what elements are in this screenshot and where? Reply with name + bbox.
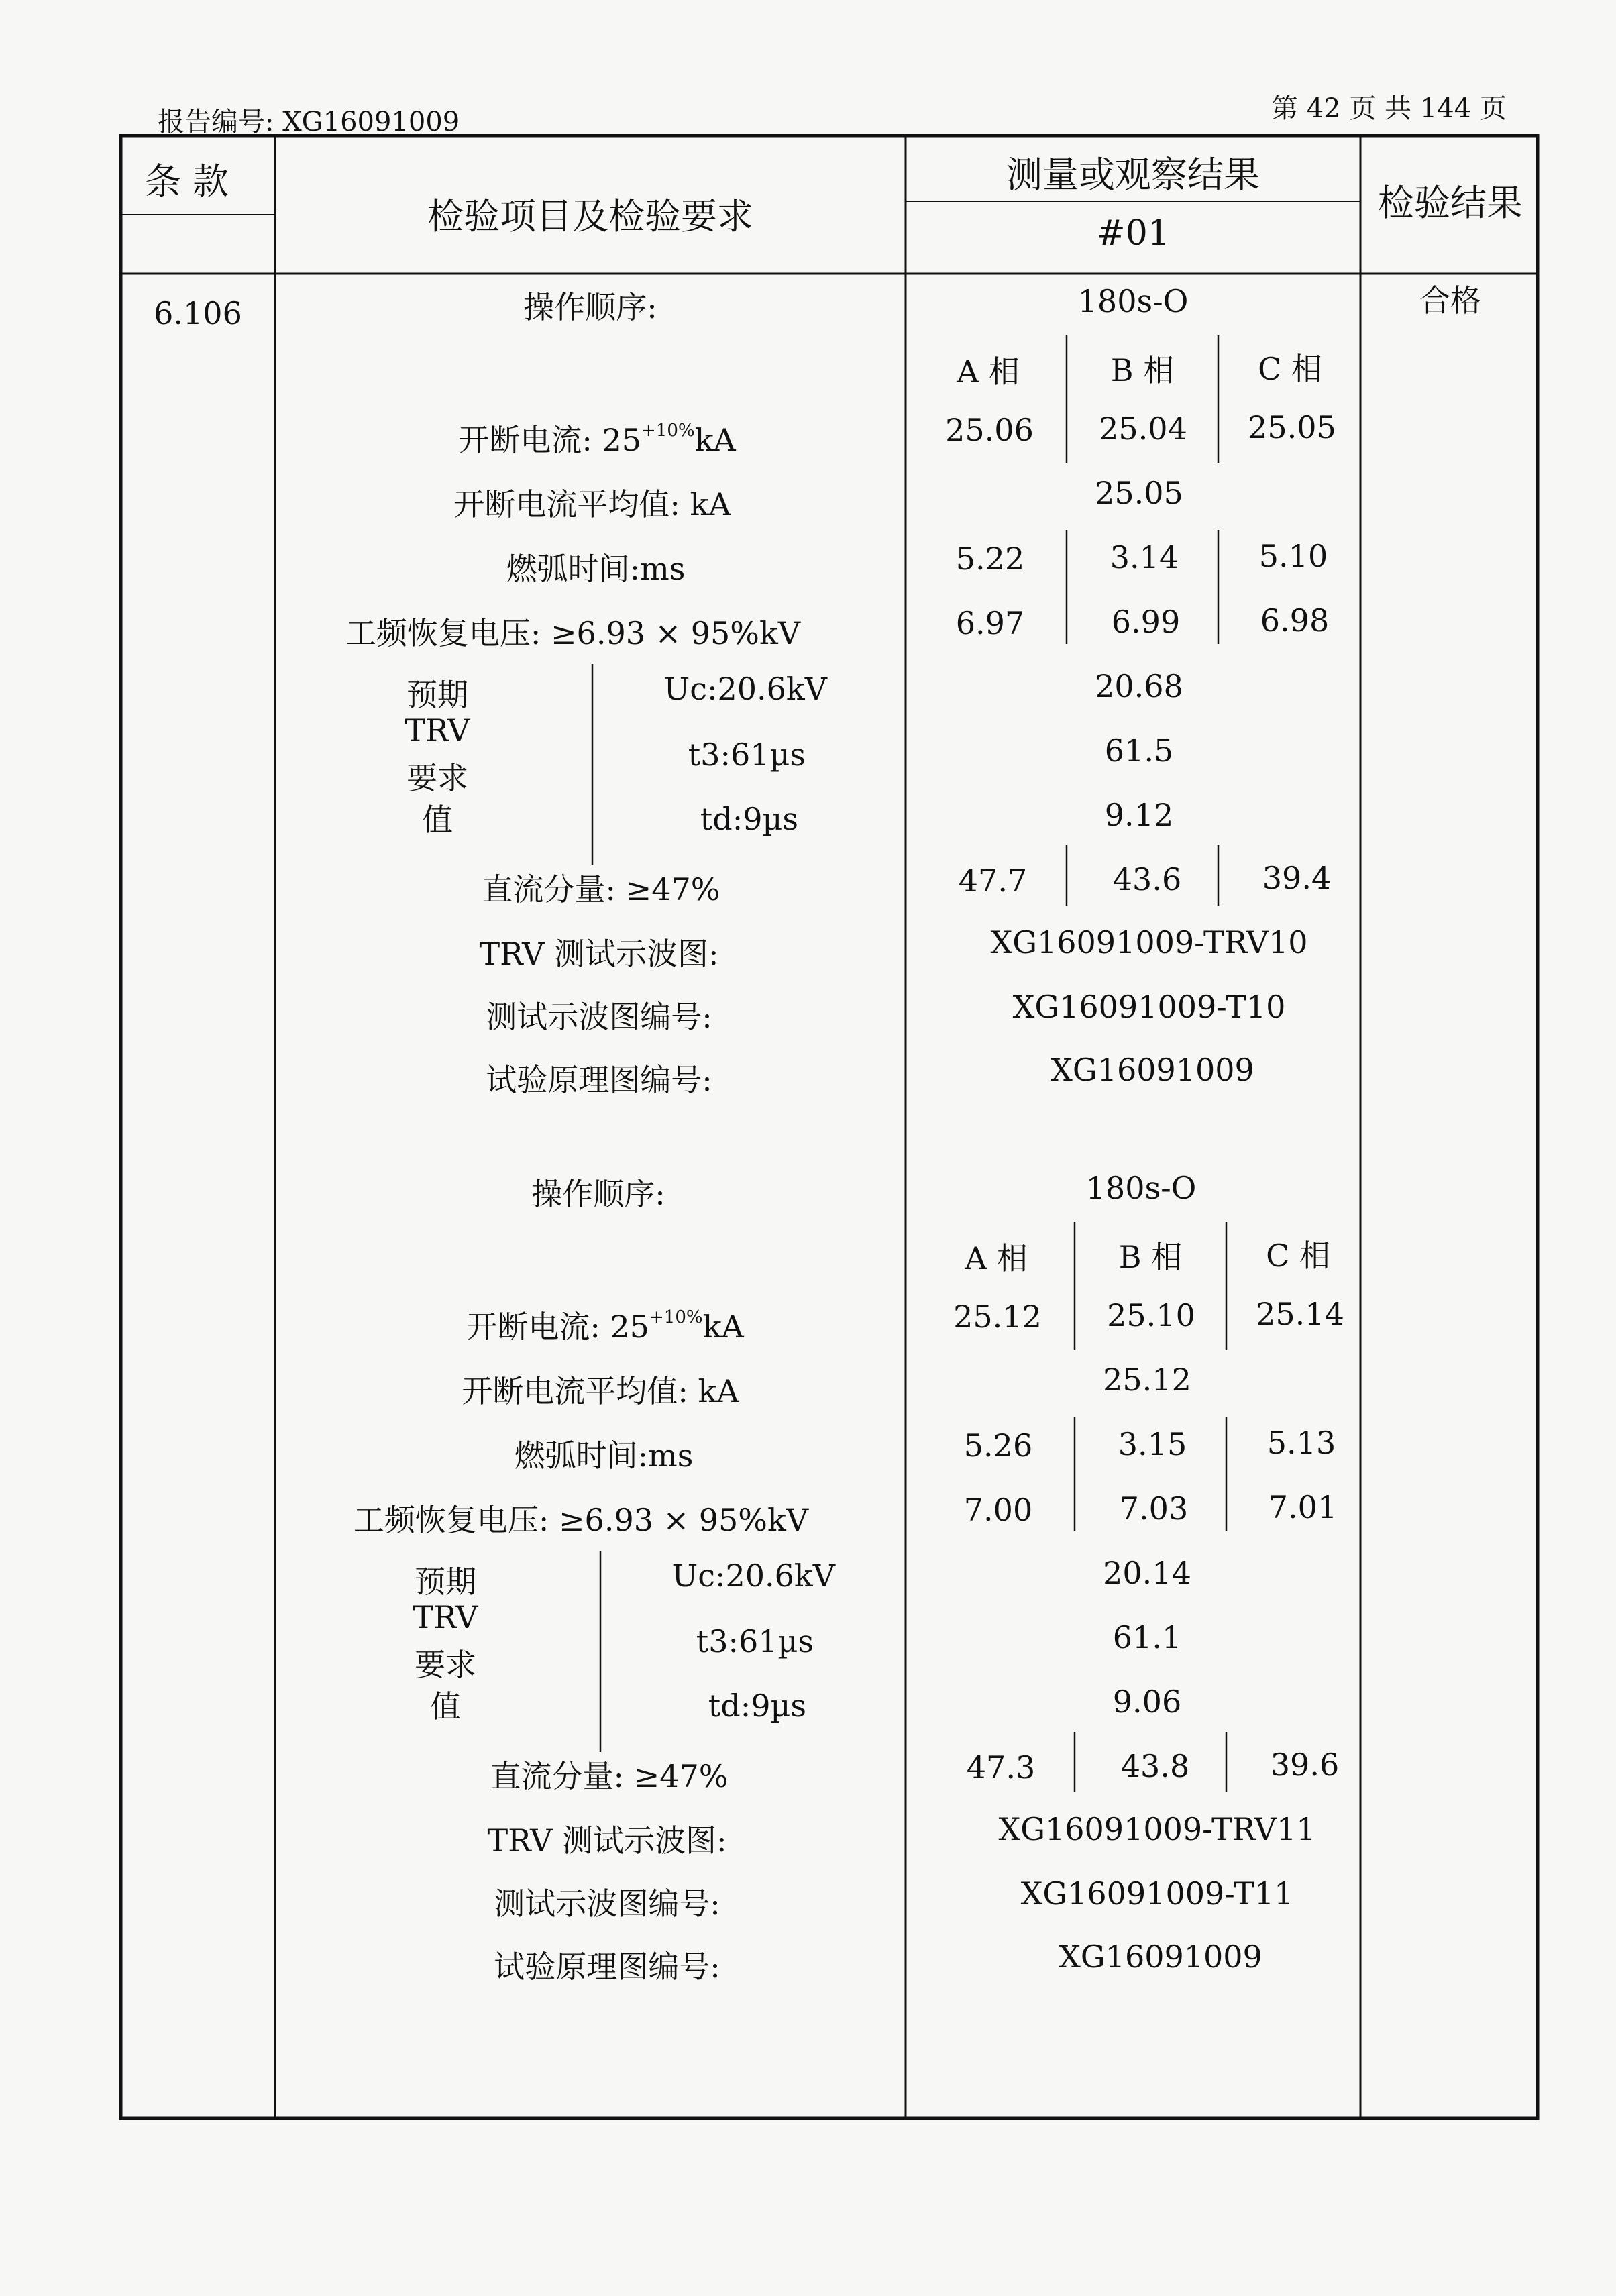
phase-a-label: A 相 <box>957 353 1020 390</box>
dc-c: 39.4 <box>1262 860 1332 896</box>
schematic-no-label: 试验原理图编号: <box>486 1062 712 1098</box>
sequence-label: 操作顺序: <box>523 289 657 325</box>
trv-osc-label: TRV 测试示波图: <box>487 1822 727 1859</box>
break-current-avg-label: 开断电流平均值: kA <box>453 486 731 523</box>
measure-header: 测量或观察结果 <box>1006 154 1260 196</box>
t3-label: t3:61µs <box>688 736 806 773</box>
break-current-b: 25.04 <box>1099 411 1187 447</box>
td-label: td:9µs <box>700 801 798 837</box>
pfv-b: 6.99 <box>1111 604 1181 640</box>
phase-c-label: C 相 <box>1266 1238 1330 1274</box>
pfv-b: 7.03 <box>1119 1490 1189 1527</box>
arc-time-c: 5.13 <box>1267 1425 1336 1461</box>
sample-header: #01 <box>1096 213 1170 254</box>
trv-osc-value: XG16091009-TRV10 <box>990 924 1308 961</box>
phase-c-label: C 相 <box>1258 351 1322 387</box>
break-current-a: 25.12 <box>953 1299 1042 1335</box>
arc-time-a: 5.22 <box>955 541 1025 577</box>
trv-osc-value: XG16091009-TRV11 <box>998 1811 1316 1847</box>
result-value: 合格 <box>1419 282 1481 319</box>
break-current-label: 开断电流: $25^{+10\%}kA$ <box>458 421 736 458</box>
osc-no-value: XG16091009-T11 <box>1020 1875 1294 1912</box>
dc-component-label: 直流分量: ≥47% <box>482 871 720 908</box>
osc-no-label: 测试示波图编号: <box>494 1885 720 1922</box>
osc-no-label: 测试示波图编号: <box>486 999 712 1035</box>
sequence-value: 180s-O <box>1077 283 1189 319</box>
trv-label-4: 值 <box>430 1688 461 1725</box>
arc-time-c: 5.10 <box>1258 538 1328 574</box>
t3-value: 61.5 <box>1104 732 1174 769</box>
trv-label-1: 预期 <box>415 1564 476 1600</box>
result-header: 检验结果 <box>1378 182 1523 224</box>
test-group-2 <box>127 1021 1536 2094</box>
phase-b-label: B 相 <box>1118 1239 1183 1275</box>
dc-a: 47.7 <box>958 863 1028 899</box>
dc-component-label: 直流分量: ≥47% <box>490 1758 729 1794</box>
item-header: 检验项目及检验要求 <box>427 195 753 237</box>
pfv-c: 6.98 <box>1260 602 1330 639</box>
clause-header: 条 款 <box>145 160 229 203</box>
sequence-value: 180s-O <box>1085 1170 1197 1206</box>
arc-time-b: 3.14 <box>1110 539 1179 576</box>
pfv-a: 7.00 <box>963 1492 1033 1528</box>
schematic-no-label: 试验原理图编号: <box>494 1949 720 1985</box>
arc-time-label: 燃弧时间:ms <box>506 551 686 587</box>
trv-label-1: 预期 <box>407 677 468 713</box>
break-current-c: 25.14 <box>1256 1296 1344 1332</box>
break-current-a: 25.06 <box>945 412 1034 448</box>
trv-label-3: 要求 <box>415 1647 476 1683</box>
sequence-label: 操作顺序: <box>531 1176 665 1212</box>
page-number: 第 42 页 共 144 页 <box>1271 93 1507 124</box>
pfv-c: 7.01 <box>1268 1489 1338 1525</box>
report-number: 报告编号: XG16091009 <box>158 107 460 138</box>
t3-label: t3:61µs <box>696 1623 814 1659</box>
pfv-a: 6.97 <box>955 605 1025 641</box>
break-current-label: 开断电流: $25^{+10\%}kA$ <box>466 1307 744 1345</box>
schematic-no-value: XG16091009 <box>1059 1938 1262 1975</box>
arc-time-a: 5.26 <box>963 1427 1033 1464</box>
arc-time-label: 燃弧时间:ms <box>514 1437 694 1474</box>
trv-osc-label: TRV 测试示波图: <box>479 936 719 972</box>
uc-value: 20.14 <box>1103 1555 1191 1591</box>
trv-label-3: 要求 <box>407 760 468 796</box>
trv-label-2: TRV <box>405 712 470 749</box>
trv-label-2: TRV <box>413 1599 478 1635</box>
break-current-avg-label: 开断电流平均值: kA <box>462 1373 739 1409</box>
inspection-table <box>119 134 1540 2121</box>
uc-label: Uc:20.6kV <box>663 671 827 707</box>
td-value: 9.12 <box>1104 797 1174 833</box>
arc-time-b: 3.15 <box>1118 1426 1187 1462</box>
schematic-no-value: XG16091009 <box>1051 1052 1254 1088</box>
clause-number: 6.106 <box>154 295 242 331</box>
trv-label-4: 值 <box>422 802 453 838</box>
td-label: td:9µs <box>708 1688 806 1724</box>
t3-value: 61.1 <box>1112 1619 1182 1655</box>
td-value: 9.06 <box>1112 1684 1182 1720</box>
dc-a: 47.3 <box>966 1749 1036 1786</box>
osc-no-value: XG16091009-T10 <box>1012 989 1286 1025</box>
dc-b: 43.8 <box>1120 1748 1190 1784</box>
dc-b: 43.6 <box>1112 861 1182 897</box>
power-freq-voltage-label: 工频恢复电压: ≥6.93 × 95%kV <box>345 615 801 651</box>
break-current-avg: 25.12 <box>1103 1362 1191 1398</box>
uc-value: 20.68 <box>1095 668 1183 704</box>
break-current-avg: 25.05 <box>1095 475 1183 511</box>
phase-b-label: B 相 <box>1110 352 1175 388</box>
phase-a-label: A 相 <box>965 1240 1028 1276</box>
power-freq-voltage-label: 工频恢复电压: ≥6.93 × 95%kV <box>353 1502 809 1538</box>
break-current-b: 25.10 <box>1107 1297 1195 1333</box>
break-current-c: 25.05 <box>1248 409 1336 445</box>
uc-label: Uc:20.6kV <box>671 1557 835 1594</box>
dc-c: 39.6 <box>1270 1747 1340 1783</box>
